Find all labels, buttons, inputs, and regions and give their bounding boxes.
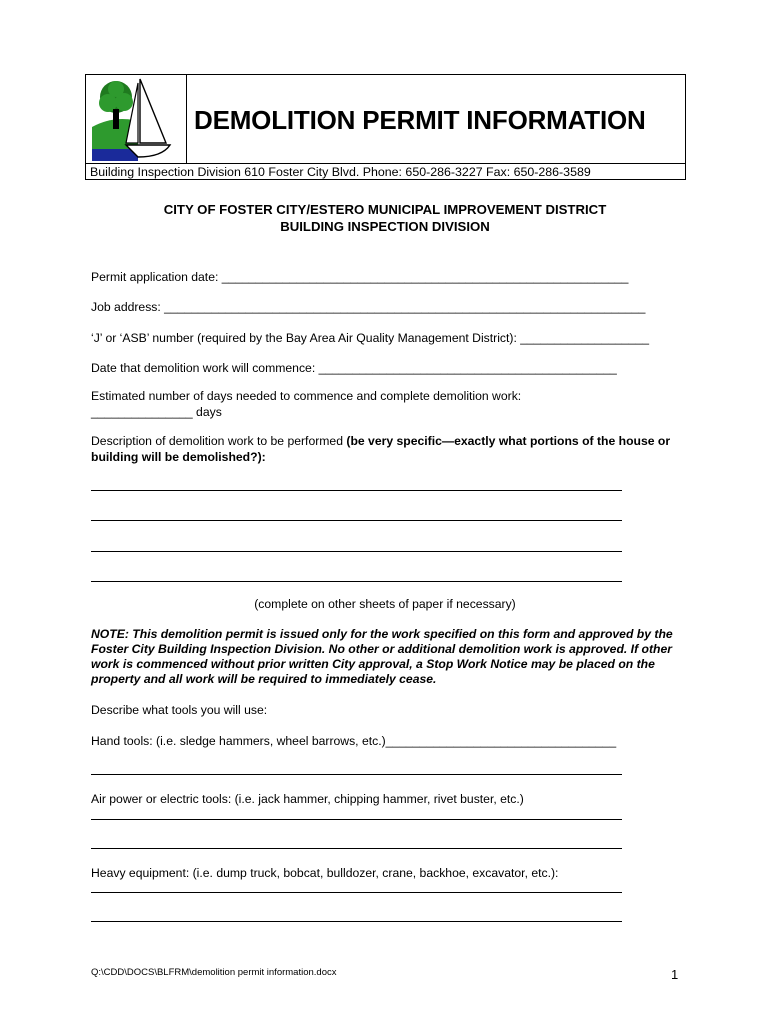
header-box <box>85 74 686 180</box>
description-line-4[interactable] <box>91 581 622 582</box>
heavy-equipment-label: Heavy equipment: (i.e. dump truck, bobcat, bulldozer, crane, backhoe, excavator, etc.): <box>91 866 559 880</box>
tools-intro: Describe what tools you will use: <box>91 703 268 717</box>
application-date-field[interactable]: Permit application date: ____________________________________________________________ <box>91 270 629 284</box>
days-field[interactable]: _______________ days <box>91 405 222 419</box>
description-emphasis: (be very specific—exactly what portions of the house or building will be demolished?) <box>91 434 671 464</box>
description-label <box>91 433 691 465</box>
note-paragraph: NOTE: This demolition permit is issued only for the work specified on this form and approved by the Foster City Building Inspection Division. No other or additional demolition work is approved. If other work is commenced without prior written City approval, a Stop Work Notice may be placed on the property and all work will be required to immediately cease. <box>91 627 673 686</box>
air-tools-label: Air power or electric tools: (i.e. jack hammer, chipping hammer, rivet buster, etc.) <box>91 792 524 806</box>
hand-tools-field[interactable]: Hand tools: (i.e. sledge hammers, wheel barrows, etc.)__________________________________ <box>91 734 617 748</box>
header-divider <box>86 163 685 164</box>
j-asb-number-field[interactable]: ‘J’ or ‘ASB’ number (required by the Bay Area Air Quality Management District): ___________________ <box>91 331 649 345</box>
complete-note: (complete on other sheets of paper if necessary) <box>254 597 516 611</box>
contact-line: Building Inspection Division 610 Foster City Blvd. Phone: 650-286-3227 Fax: 650-286-3589 <box>90 165 591 179</box>
heading-line-1: CITY OF FOSTER CITY/ESTERO MUNICIPAL IMPROVEMENT DISTRICT <box>163 202 607 217</box>
heavy-equipment-line-2[interactable] <box>91 921 622 922</box>
foster-city-logo-icon <box>86 75 186 163</box>
description-line-2[interactable] <box>91 520 622 521</box>
description-line-1[interactable] <box>91 490 622 491</box>
commence-date-field[interactable]: Date that demolition work will commence: ____________________________________________ <box>91 361 617 375</box>
logo-cell <box>86 75 187 163</box>
description-line-3[interactable] <box>91 551 622 552</box>
footer-file-path: Q:\CDD\DOCS\BLFRM\demolition permit information.docx <box>91 967 337 978</box>
page-title: DEMOLITION PERMIT INFORMATION <box>194 105 646 135</box>
air-tools-line-1[interactable] <box>91 819 622 820</box>
air-tools-line-2[interactable] <box>91 848 622 849</box>
days-label: Estimated number of days needed to commence and complete demolition work: <box>91 389 522 403</box>
description-colon: : <box>261 450 266 464</box>
heavy-equipment-line-1[interactable] <box>91 892 622 893</box>
job-address-field[interactable]: Job address: _______________________________________________________________________ <box>91 300 646 314</box>
page-number: 1 <box>671 967 679 982</box>
description-text: Description of demolition work to be performed <box>91 434 347 448</box>
heading-line-2: BUILDING INSPECTION DIVISION <box>280 219 490 234</box>
hand-tools-line-2[interactable] <box>91 774 622 775</box>
